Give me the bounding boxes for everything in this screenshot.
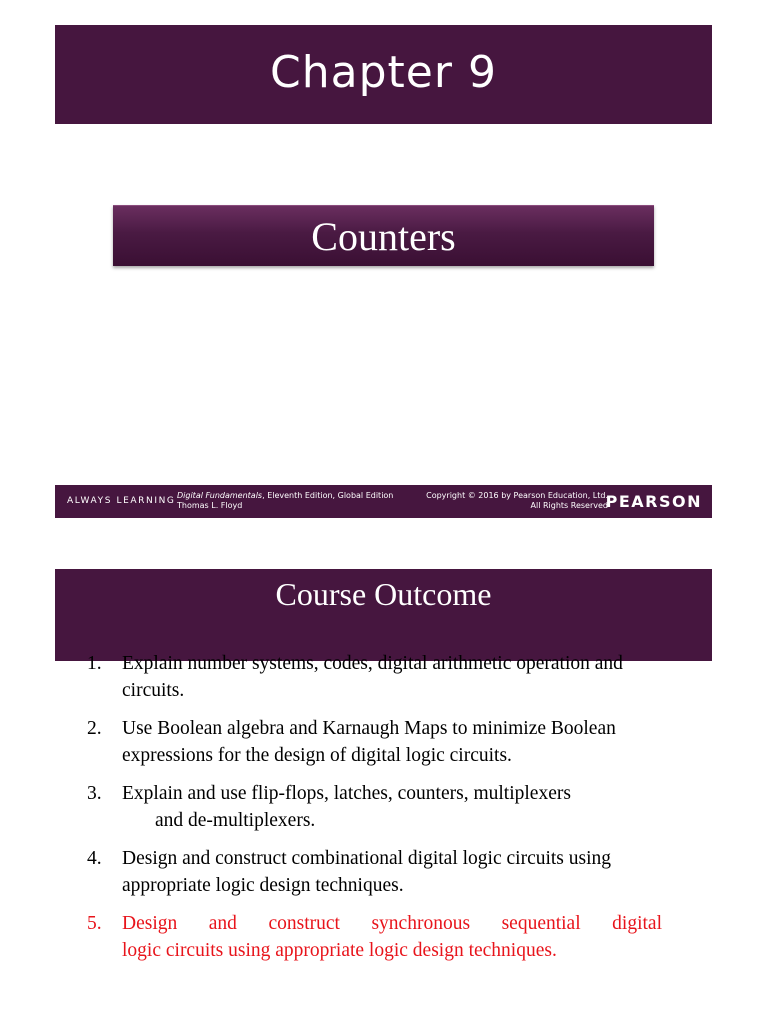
footer-brand: ALWAYS LEARNING: [67, 496, 176, 506]
outcome-line: Explain number systems, codes, digital arithmetic operation and: [122, 653, 623, 674]
footer-book-info: [177, 491, 393, 511]
outcome-item-2: [87, 715, 687, 769]
chapter-banner: [55, 25, 712, 124]
subtitle-banner: [113, 205, 654, 266]
outcome-line: Design and construct synchronous sequential digital: [122, 913, 662, 934]
outcome-line: circuits.: [122, 680, 185, 701]
outcome-line: Explain and use flip-flops, latches, counters, multiplexers: [122, 783, 571, 804]
chapter-subtitle: Counters: [311, 213, 456, 259]
outcome-item-5: [87, 910, 687, 964]
outcome-line: logic circuits using appropriate logic design techniques.: [122, 940, 557, 961]
outcome-line: appropriate logic design techniques.: [122, 875, 404, 896]
outcome-number: 5.: [87, 913, 102, 934]
outcome-line: Design and construct combinational digital logic circuits using: [122, 848, 612, 869]
outcome-number: 1.: [87, 653, 102, 674]
slide-footer: [55, 485, 712, 518]
chapter-title: Chapter 9: [270, 47, 497, 98]
outcome-number: 2.: [87, 718, 102, 739]
footer-copyright: [426, 491, 608, 511]
copyright-text: Copyright © 2016 by Pearson Education, Ltd.: [426, 491, 608, 500]
book-edition: , Eleventh Edition, Global Edition: [262, 491, 394, 500]
outcome-number: 4.: [87, 848, 102, 869]
slide-course-outcome: [0, 530, 768, 1024]
outcome-banner: [55, 569, 712, 661]
outcome-number: 3.: [87, 783, 102, 804]
outcome-line: expressions for the design of digital logic circuits.: [122, 745, 512, 766]
book-title: Digital Fundamentals: [177, 491, 263, 500]
outcome-item-4: [87, 845, 687, 899]
outcome-item-3: [87, 780, 687, 834]
pearson-logo: PEARSON: [605, 492, 702, 511]
outcome-title: Course Outcome: [275, 576, 492, 612]
rights-text: All Rights Reserved: [530, 501, 608, 510]
book-author: Thomas L. Floyd: [177, 501, 243, 510]
outcome-item-1: [87, 650, 687, 704]
outcome-line: Use Boolean algebra and Karnaugh Maps to minimize Boolean: [122, 718, 616, 739]
outcome-line: and de-multiplexers.: [155, 810, 316, 831]
